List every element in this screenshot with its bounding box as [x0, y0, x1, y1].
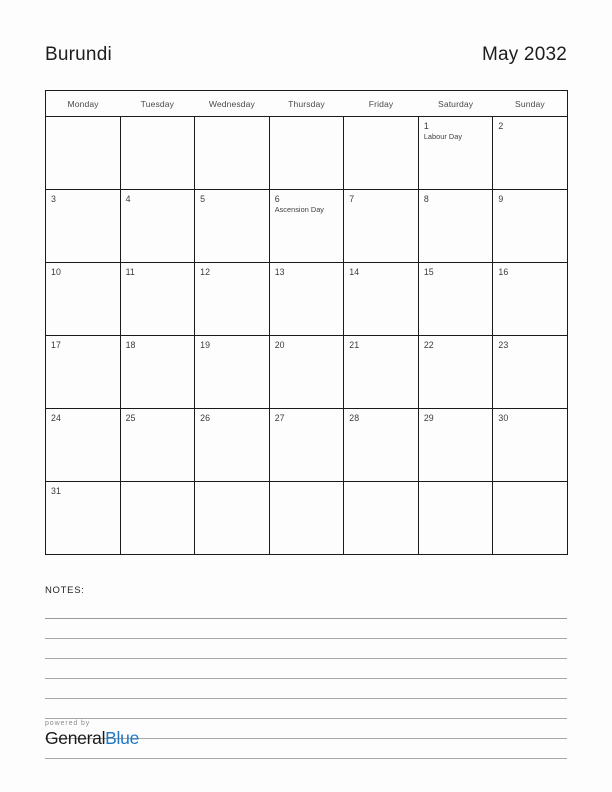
notes-line[interactable] [45, 619, 567, 639]
day-of-week-header-wednesday: Wednesday [195, 91, 270, 117]
day-number: 5 [200, 194, 206, 204]
day-number: 31 [51, 486, 61, 496]
day-of-week-header-tuesday: Tuesday [120, 91, 195, 117]
notes-line[interactable] [45, 599, 567, 619]
calendar-week-row [46, 409, 568, 482]
calendar-day-cell-empty [195, 482, 270, 555]
calendar-day-cell-empty [120, 117, 195, 190]
calendar-week-row [46, 190, 568, 263]
notes-line[interactable] [45, 659, 567, 679]
day-number: 17 [51, 340, 61, 350]
page-title-country: Burundi [45, 44, 112, 65]
calendar-day-cell[interactable] [120, 263, 195, 336]
day-number: 18 [125, 340, 136, 350]
calendar-day-cell[interactable] [344, 336, 419, 409]
calendar-day-cell[interactable] [269, 336, 344, 409]
calendar-day-cell[interactable] [46, 263, 121, 336]
day-number: 21 [349, 340, 360, 350]
day-number: 2 [498, 121, 504, 131]
day-number: 23 [498, 340, 509, 350]
powered-by-label: powered by [45, 720, 91, 727]
day-number: 25 [125, 413, 136, 423]
day-number: 8 [423, 194, 429, 204]
calendar-day-cell[interactable] [418, 409, 493, 482]
calendar-day-cell-empty [344, 482, 419, 555]
holiday-label: Ascension Day [274, 205, 325, 214]
day-number: 6 [274, 194, 280, 204]
day-number: 7 [349, 194, 355, 204]
calendar-day-cell-empty [493, 482, 568, 555]
calendar-day-cell[interactable] [418, 336, 493, 409]
calendar-day-cell[interactable] [120, 409, 195, 482]
day-number: 13 [274, 267, 285, 277]
calendar-week-row [46, 336, 568, 409]
calendar-day-cell-empty [269, 482, 344, 555]
day-of-week-header-monday: Monday [46, 91, 121, 117]
notes-line[interactable] [45, 699, 567, 719]
calendar-day-cell[interactable] [195, 336, 270, 409]
day-number: 26 [200, 413, 211, 423]
generalblue-logo [45, 728, 139, 748]
calendar-day-cell[interactable] [46, 409, 121, 482]
calendar-day-cell-empty [120, 482, 195, 555]
day-number: 27 [274, 413, 285, 423]
calendar-week-row [46, 263, 568, 336]
day-number: 14 [349, 267, 360, 277]
day-number: 10 [51, 267, 61, 277]
day-number: 20 [274, 340, 285, 350]
calendar-day-cell[interactable] [493, 117, 568, 190]
notes-line[interactable] [45, 639, 567, 659]
page-title-month-year: May 2032 [481, 44, 567, 65]
calendar-day-cell[interactable] [120, 336, 195, 409]
calendar-day-cell[interactable] [344, 190, 419, 263]
calendar-body [46, 117, 568, 555]
calendar-day-cell[interactable] [46, 336, 121, 409]
calendar-day-cell[interactable] [46, 190, 121, 263]
calendar-week-row [46, 482, 568, 555]
calendar-day-cell[interactable] [344, 263, 419, 336]
day-number: 3 [51, 194, 56, 204]
day-number: 28 [349, 413, 360, 423]
calendar-day-cell-empty [269, 117, 344, 190]
calendar-day-cell[interactable] [418, 117, 493, 190]
notes-line[interactable] [45, 679, 567, 699]
day-number: 30 [498, 413, 509, 423]
calendar-day-cell[interactable] [418, 190, 493, 263]
day-of-week-header-sunday: Sunday [493, 91, 568, 117]
notes-label: NOTES: [45, 585, 85, 596]
day-number: 1 [423, 121, 429, 131]
calendar-day-cell[interactable] [344, 409, 419, 482]
calendar-day-cell-empty [418, 482, 493, 555]
day-number: 4 [125, 194, 131, 204]
calendar-day-cell[interactable] [269, 409, 344, 482]
calendar-day-cell[interactable] [195, 190, 270, 263]
calendar-day-cell[interactable] [195, 409, 270, 482]
day-number: 9 [498, 194, 504, 204]
day-of-week-header-saturday: Saturday [418, 91, 493, 117]
day-number: 12 [200, 267, 211, 277]
calendar-day-cell[interactable] [46, 482, 121, 555]
page-header [45, 0, 567, 90]
day-number: 22 [423, 340, 434, 350]
day-number: 15 [423, 267, 434, 277]
calendar-day-cell[interactable] [195, 263, 270, 336]
day-number: 24 [51, 413, 61, 423]
calendar-day-cell-empty [46, 117, 121, 190]
day-number: 11 [125, 267, 135, 277]
calendar-grid [45, 90, 568, 555]
calendar-week-row [46, 117, 568, 190]
calendar-day-cell-empty [195, 117, 270, 190]
day-of-week-header-thursday: Thursday [269, 91, 344, 117]
calendar-day-cell[interactable] [269, 190, 344, 263]
logo-text-general: General [45, 728, 106, 748]
calendar-day-cell[interactable] [493, 409, 568, 482]
day-number: 19 [200, 340, 211, 350]
calendar-day-cell[interactable] [493, 263, 568, 336]
calendar-day-cell[interactable] [120, 190, 195, 263]
day-number: 29 [423, 413, 434, 423]
footer-branding [45, 720, 139, 748]
holiday-label: Labour Day [423, 132, 463, 141]
calendar-day-cell[interactable] [493, 190, 568, 263]
calendar-day-cell[interactable] [418, 263, 493, 336]
calendar-day-cell[interactable] [493, 336, 568, 409]
logo-text-blue: Blue [105, 728, 139, 748]
calendar-day-cell[interactable] [269, 263, 344, 336]
calendar-day-cell-empty [344, 117, 419, 190]
day-number: 16 [498, 267, 509, 277]
day-of-week-header-friday: Friday [344, 91, 419, 117]
day-of-week-header-row [46, 91, 568, 117]
